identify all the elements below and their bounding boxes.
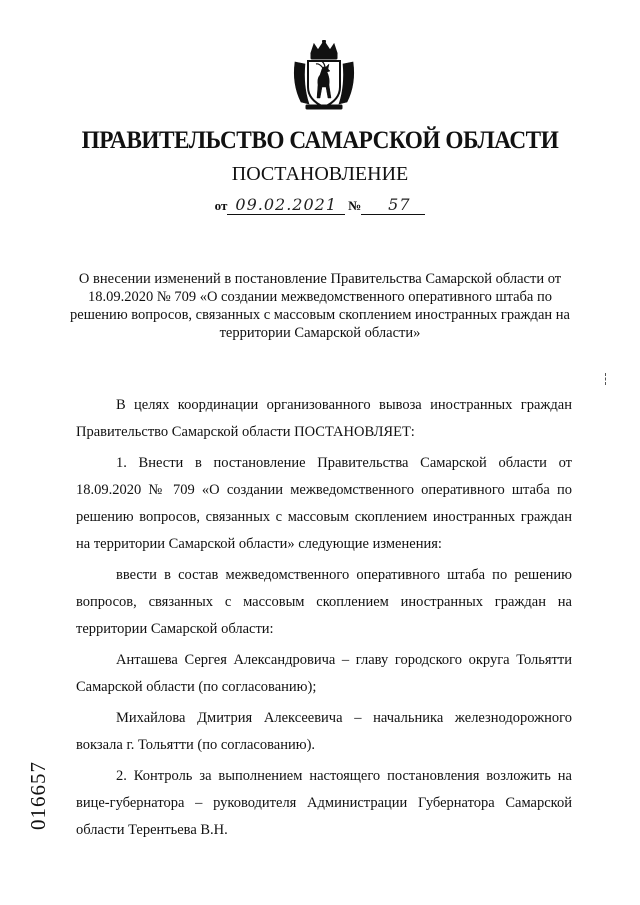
government-title: ПРАВИТЕЛЬСТВО САМАРСКОЙ ОБЛАСТИ — [81, 127, 559, 154]
item-1-paragraph: 1. Внести в постановление Правительства Самарской области от 18.09.2020 № 709 «О создании межведомственного оперативного штаба по решению вопросов, связанных с массовым скоплением иностранных граждан на территории Самарской области» следующие изменения: — [76, 455, 572, 552]
date-prefix: от — [214, 198, 228, 213]
document-body — [76, 392, 572, 844]
document-date: 09.02.2021 — [227, 196, 345, 215]
number-prefix: № — [348, 198, 362, 213]
samara-oblast-coat-of-arms-icon — [289, 40, 359, 112]
item-1-intro-paragraph: ввести в состав межведомственного оперативного штаба по решению вопросов, связанных с массовым скоплением иностранных граждан на территории Самарской области: — [76, 567, 572, 637]
date-number-line — [0, 196, 640, 215]
member-2-paragraph: Михайлова Дмитрия Алексеевича – начальника железнодорожного вокзала г. Тольятти (по согласованию). — [76, 710, 572, 753]
margin-mark — [605, 373, 608, 385]
document-type: ПОСТАНОВЛЕНИЕ — [231, 163, 409, 185]
document-number: 57 — [361, 196, 425, 215]
member-1-paragraph: Анташева Сергея Александровича – главу городского округа Тольятти Самарской области (по согласованию); — [76, 652, 572, 695]
document-subject: О внесении изменений в постановление Правительства Самарской области от 18.09.2020 № 709 «О создании межведомственного оперативного штаба по решению вопросов, связанных с массовым скоплением иностранных граждан на территории Самарской области» — [70, 271, 570, 341]
item-2-paragraph: 2. Контроль за выполнением настоящего постановления возложить на вице-губернатора – руководителя Администрации Губернатора Самарской области Терентьева В.Н. — [76, 768, 572, 838]
preamble-paragraph: В целях координации организованного вывоза иностранных граждан Правительство Самарской области ПОСТАНОВЛЯЕТ: — [76, 397, 572, 440]
serial-stamp: 016657 — [26, 761, 50, 830]
